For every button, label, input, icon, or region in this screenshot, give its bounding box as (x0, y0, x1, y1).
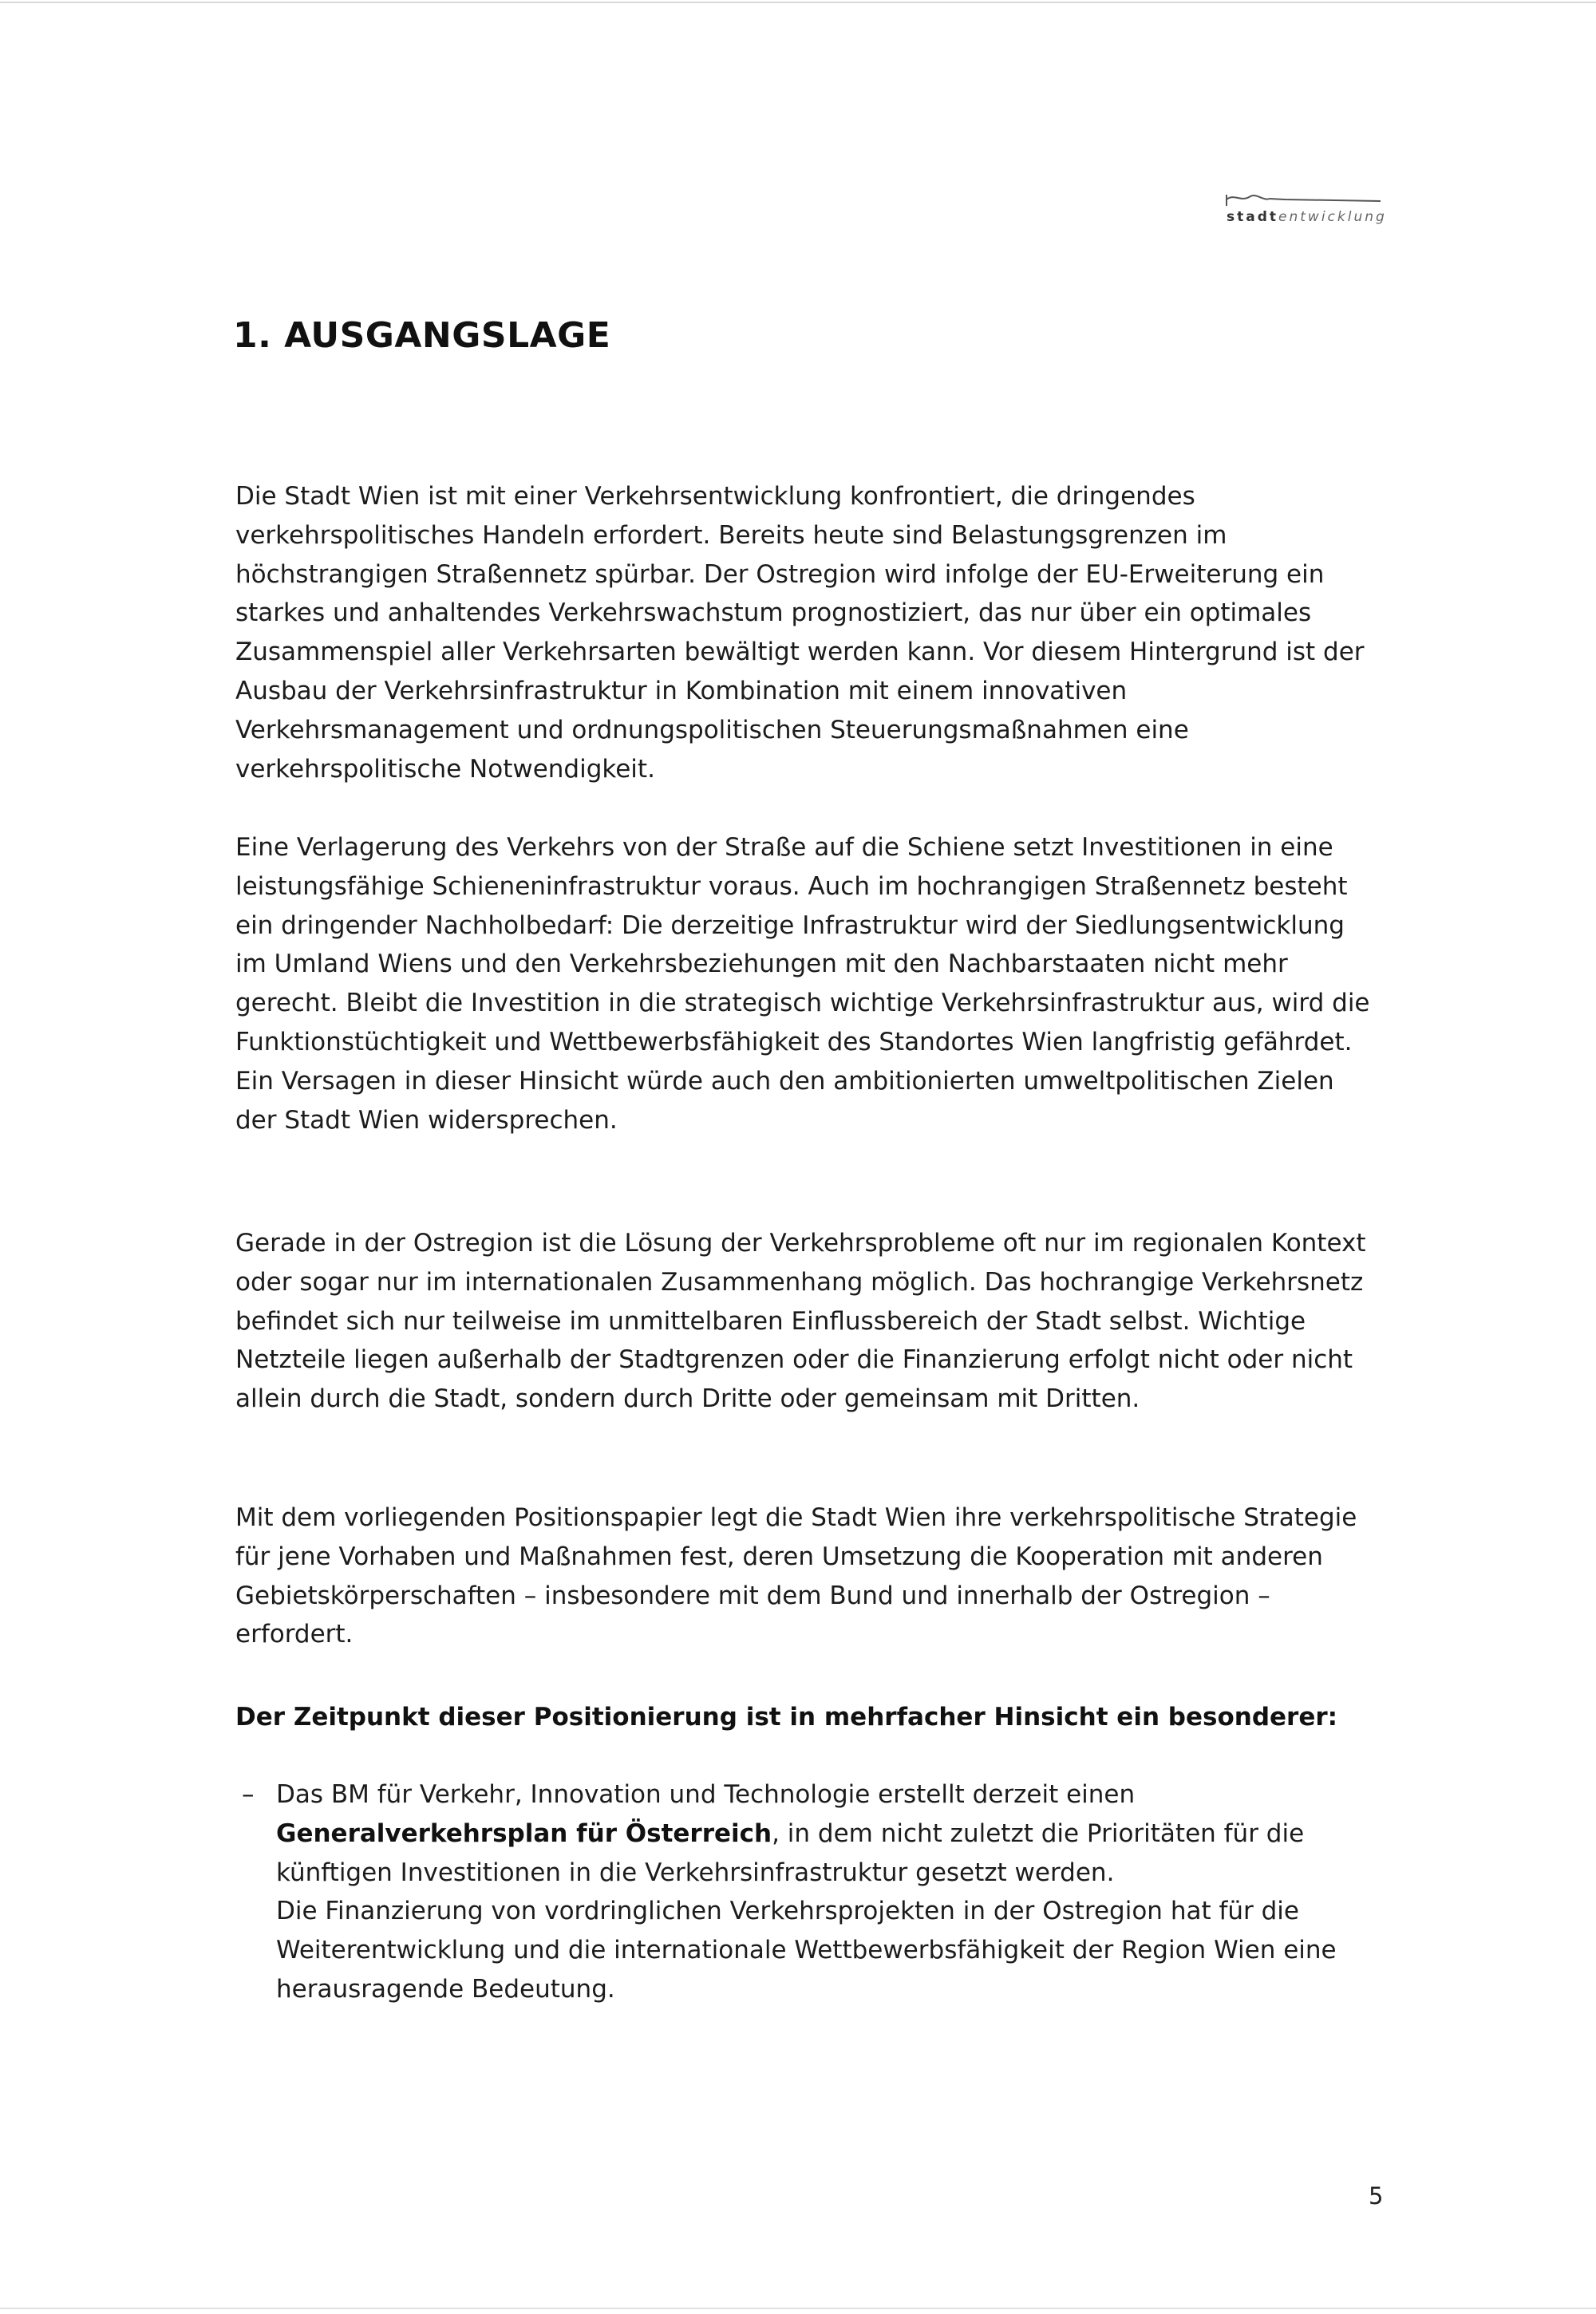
paragraph-2-continuation: Ein Versagen in dieser Hinsicht würde auch den ambitionierten umweltpolitischen Zielen der Stadt Wien widersprechen. (235, 1066, 1334, 1135)
page-number: 5 (1369, 2182, 1384, 2209)
paragraph-2 (235, 828, 1377, 1139)
logo-text-stadt: stadt (1227, 209, 1279, 225)
bullet-rest: , in dem nicht zuletzt die Prioritäten für die künftigen Investitionen in die Verkehrsinfrastruktur gesetzt werden. (276, 1818, 1305, 1887)
logo-wordmark (1227, 209, 1387, 225)
paragraph-4: Mit dem vorliegenden Positionspapier legt die Stadt Wien ihre verkehrspolitische Strategie für jene Vorhaben und Maßnahmen fest, deren Umsetzung die Kooperation mit anderen Gebietskörperschaften – insbesondere mit dem Bund und innerhalb der Ostregion – erfordert. (235, 1503, 1357, 1649)
lead-statement: Der Zeitpunkt dieser Positionierung ist in mehrfacher Hinsicht ein besonderer: (235, 1703, 1338, 1732)
bullet-dash: – (242, 1780, 255, 1809)
scan-edge-bottom (0, 2308, 1596, 2309)
bullet-intro: Das BM für Verkehr, Innovation und Technologie erstellt derzeit einen (276, 1780, 1136, 1809)
bullet-emphasis: Generalverkehrsplan für Österreich (276, 1818, 772, 1848)
paragraph-2-main: Eine Verlagerung des Verkehrs von der Straße auf die Schiene setzt Investitionen in eine leistungsfähige Schieneninfrastruktur voraus. Auch im hochrangigen Straßennetz besteht ein dringender Nachholbedarf: Die derzeitige Infrastruktur wird der Siedlungsentwicklung im Umland Wiens und den Verkehrsbeziehungen mit den Nachbarstaaten nicht mehr gerecht. Bleibt die Investition in die strategisch wichtige Verkehrsinfrastruktur aus, wird die Funktionstüchtigkeit und Wettbewerbsfähigkeit des Standortes Wien langfristig gefährdet. (235, 833, 1370, 1056)
scan-edge-top (0, 2, 1596, 3)
paragraph-3: Gerade in der Ostregion ist die Lösung der Verkehrsprobleme oft nur im regionalen Kontext oder sogar nur im internationalen Zusammenhang möglich. Das hochrangige Verkehrsnetz befindet sich nur teilweise im unmittelbaren Einflussbereich der Stadt selbst. Wichtige Netzteile liegen außerhalb der Stadtgrenzen oder die Finanzierung erfolgt nicht oder nicht allein durch die Stadt, sondern durch Dritte oder gemeinsam mit Dritten. (235, 1229, 1366, 1414)
bullet-text (276, 1775, 1385, 2009)
paragraph-1: Die Stadt Wien ist mit einer Verkehrsentwicklung konfrontiert, die dringendes verkehrspolitisches Handeln erfordert. Bereits heute sind Belastungsgrenzen im höchstrangigen Straßennetz spürbar. Der Ostregion wird infolge der EU-Erweiterung ein starkes und anhaltendes Verkehrswachstum prognostiziert, das nur über ein optimales Zusammenspiel aller Verkehrsarten bewältigt werden kann. Vor diesem Hintergrund ist der Ausbau der Verkehrsinfrastruktur in Kombination mit einem innovativen Verkehrsmanagement und ordnungspolitischen Steuerungsmaßnahmen eine verkehrspolitische Notwendigkeit. (235, 482, 1365, 784)
bullet-second: Die Finanzierung von vordringlichen Verkehrsprojekten in der Ostregion hat für die Weiterentwicklung und die internationale Wettbewerbsfähigkeit der Region Wien eine herausragende Bedeutung. (276, 1897, 1337, 2004)
logo-text-entwicklung: entwicklung (1278, 209, 1387, 225)
section-heading: 1. AUSGANGSLAGE (233, 315, 611, 356)
logo-skyline-icon (1225, 192, 1381, 209)
stadtentwicklung-logo (1225, 192, 1387, 228)
